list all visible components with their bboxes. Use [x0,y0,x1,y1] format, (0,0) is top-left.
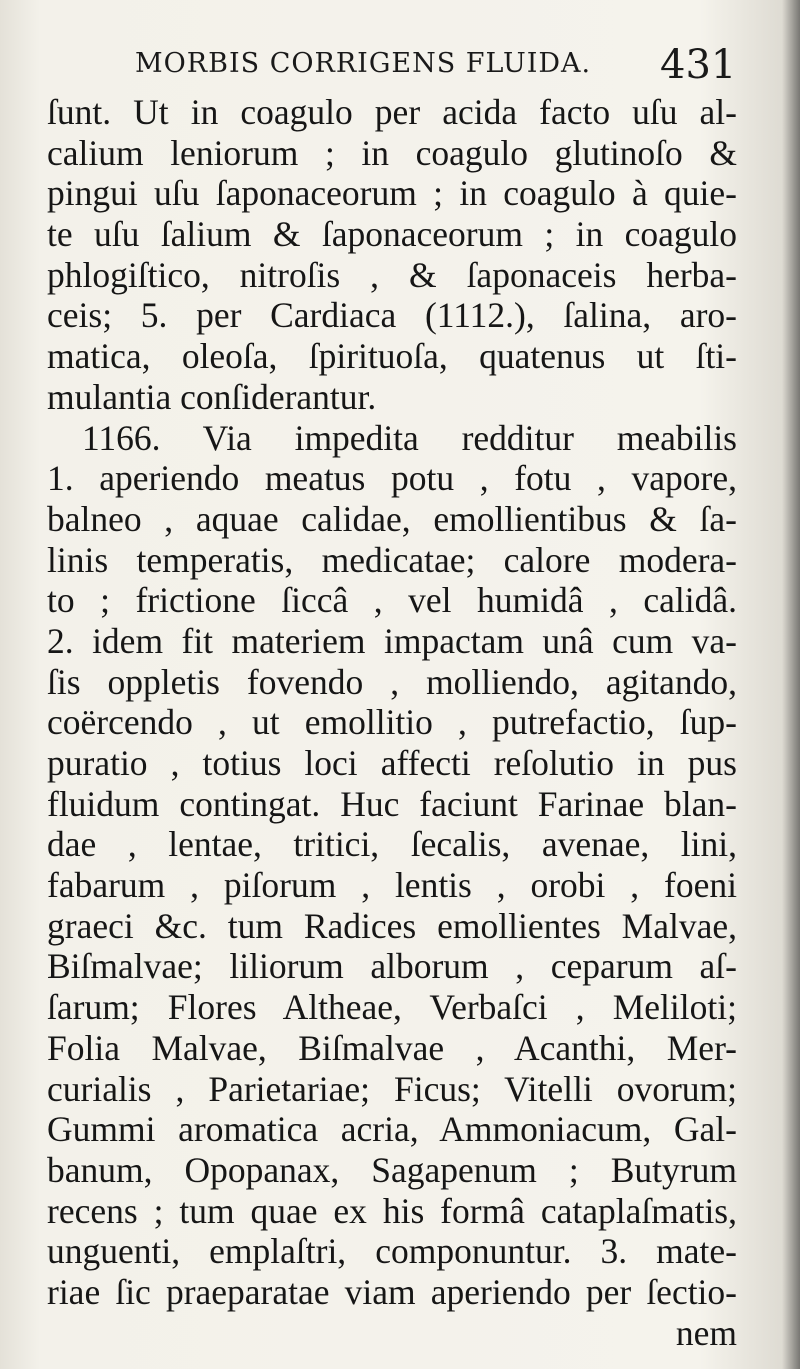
text-line: recens ; tum quae ex his formâ cataplaſmatis, [47,1190,737,1231]
text-line: curialis , Parietariae; Ficus; Vitelli ovorum; [47,1068,737,1109]
page-header [0,42,800,92]
page-edge-shadow [782,0,800,1369]
text-line: ſis oppletis fovendo , molliendo, agitando, [47,661,737,702]
text-line: fluidum contingat. Huc faciunt Farinae blan- [47,783,737,824]
text-line: calium leniorum ; in coagulo glutinoſo & [47,132,737,173]
text-line: dae , lentae, tritici, ſecalis, avenae, lini, [47,824,737,865]
text-line: 1. aperiendo meatus potu , fotu , vapore, [47,458,737,499]
text-line: ceis; 5. per Cardiaca (1112.), ſalina, aro- [47,295,737,336]
text-line: fabarum , piſorum , lentis , orobi , foeni [47,865,737,906]
paragraph-start-line: 1166. Via impedita redditur meabilis [82,417,737,458]
text-line: matica, oleoſa, ſpirituoſa, quatenus ut ſti- [47,336,737,377]
text-line: puratio , totius loci affecti reſolutio in pus [47,743,737,783]
text-line: Biſmalvae; liliorum alborum , ceparum aſ- [47,946,737,987]
text-line: pingui uſu ſaponaceorum ; in coagulo à quie- [47,173,737,214]
text-line: riae ſic praeparatae viam aperiendo per ſectio- [47,1271,737,1312]
body-text [47,92,737,1353]
text-line: to ; frictione ſiccâ , vel humidâ , calidâ. [47,580,737,621]
page-number: 431 [660,42,737,88]
catchword: nem [675,1312,737,1353]
running-head: MORBIS CORRIGENS FLUIDA. [135,48,592,79]
text-line: banum, Opopanax, Sagapenum ; Butyrum [47,1149,737,1190]
text-line: linis temperatis, medicatae; calore modera- [47,539,737,580]
text-line: Gummi aromatica acria, Ammoniacum, Gal- [47,1109,737,1150]
text-line: ſarum; Flores Altheae, Verbaſci , Meliloti; [47,987,737,1028]
text-line: coërcendo , ut emollitio , putrefactio, ſup- [47,702,737,743]
text-line: Folia Malvae, Biſmalvae , Acanthi, Mer- [47,1027,737,1068]
text-line: te uſu ſalium & ſaponaceorum ; in coagulo [47,214,737,255]
text-line: ſunt. Ut in coagulo per acida facto uſu al- [47,92,737,132]
text-line: unguenti, emplaſtri, componuntur. 3. mate- [47,1231,737,1272]
text-line: graeci &c. tum Radices emollientes Malvae, [47,905,737,946]
text-line: phlogiſtico, nitroſis , & ſaponaceis herba- [47,254,737,295]
text-line: 2. idem fit materiem impactam unâ cum va- [47,620,737,661]
text-line: balneo , aquae calidae, emollientibus & ſa- [47,498,737,539]
text-line: mulantia conſiderantur. [47,376,377,417]
